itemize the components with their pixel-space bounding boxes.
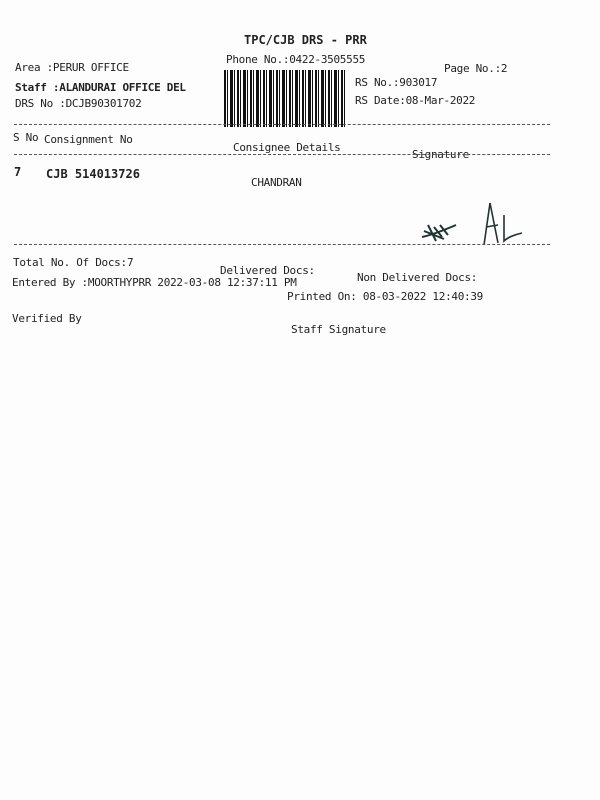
phone-number: Phone No.:0422-3505555 [226,53,366,66]
row-consignment-no: CJB 514013726 [46,167,140,181]
col-header-signature: Signature [412,148,469,161]
staff-field: Staff :ALANDURAI OFFICE DEL [15,81,186,94]
row-consignee: CHANDRAN [251,176,302,189]
col-header-s-no: S No [13,131,39,144]
divider [14,154,550,155]
entered-by: Entered By :MOORTHYPRR 2022-03-08 12:37:11 PM [12,276,297,289]
barcode [224,70,345,127]
verified-by: Verified By [12,312,82,325]
rs-date: RS Date:08-Mar-2022 [355,94,476,107]
col-header-consignment-no: Consignment No [44,133,133,146]
divider [14,124,550,125]
printed-on: Printed On: 08-03-2022 12:40:39 [287,290,483,303]
drs-number-field: DRS No :DCJB90301702 [15,97,142,110]
area-field: Area :PERUR OFFICE [15,61,129,74]
document-title: TPC/CJB DRS - PRR [244,33,367,47]
non-delivered-docs: Non Delivered Docs: [357,271,478,284]
total-docs-label: Total No. Of Docs: [13,256,127,269]
delivered-docs: Delivered Docs: [220,264,315,277]
staff-signature: Staff Signature [291,323,386,336]
total-docs-value: 7 [127,256,134,269]
handwritten-signature [412,195,532,265]
col-header-consignee-details: Consignee Details [233,141,341,154]
divider [14,244,550,245]
page-number: Page No.:2 [444,62,508,75]
row-s-no: 7 [14,165,22,179]
rs-number: RS No.:903017 [355,76,438,89]
